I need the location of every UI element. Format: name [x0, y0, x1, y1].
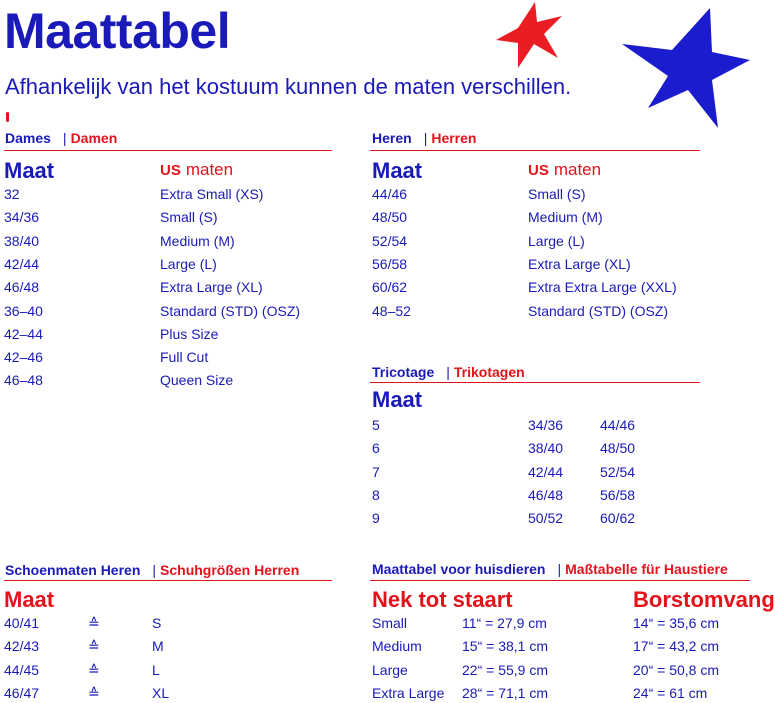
schoenmaten-row-cell: ≙	[88, 661, 100, 678]
dames-row-cell: Extra Small (XS)	[160, 186, 264, 202]
heren-row-cell: 48/50	[372, 209, 408, 226]
tricotage-row-cell: 6	[372, 440, 380, 457]
dames-row-cell: 46/48	[4, 279, 40, 296]
dames-col-us: US maten	[160, 160, 234, 179]
schoenmaten-row-cell: 40/41	[4, 615, 40, 631]
blue-star-icon	[618, 4, 750, 132]
schoenmaten-row-cell: 42/43	[4, 638, 40, 655]
red-star-icon	[490, 0, 570, 70]
page-title: Maattabel	[4, 3, 231, 59]
schoenmaten-row-cell: XL	[152, 684, 170, 701]
tricotage-row-cell: 5	[372, 417, 380, 433]
schoenmaten-row-cell: ≙	[88, 638, 100, 655]
huisdieren-row-cell: Small	[372, 615, 408, 631]
dames-row-cell: 42/44	[4, 255, 40, 272]
tricotage-row-cell: 9	[372, 510, 380, 527]
heren-row-cell: Large (L)	[528, 232, 585, 249]
heren-row-cell: Medium (M)	[528, 209, 603, 226]
schoenmaten-rule	[4, 580, 332, 581]
huisdieren-row-cell: Large	[372, 661, 408, 678]
schoenmaten-heading-nl: Schoenmaten Heren	[5, 562, 141, 578]
huisdieren-row-cell: 17“ = 43,2 cm	[633, 638, 719, 655]
heren-row-cell: Extra Large (XL)	[528, 255, 631, 272]
tricotage-row-cell: 52/54	[600, 463, 636, 480]
huisdieren-rule	[370, 580, 750, 581]
schoenmaten-row-cell: 46/47	[4, 684, 40, 701]
heren-row-cell: Small (S)	[528, 186, 586, 202]
huisdieren-col-nek: Nek tot staart	[372, 587, 513, 612]
heren-row-cell: Extra Extra Large (XXL)	[528, 279, 677, 296]
huisdieren-row-cell: 14“ = 35,6 cm	[633, 615, 719, 631]
huisdieren-heading: Maattabel voor huisdieren | Maßtabelle für Haustiere	[372, 561, 728, 577]
schoenmaten-row-cell: L	[152, 661, 160, 678]
dames-row-cell: Queen Size	[160, 372, 234, 389]
dames-row-cell: Plus Size	[160, 325, 219, 342]
tricotage-row-cell: 38/40	[528, 440, 564, 457]
tricotage-rule	[370, 382, 700, 383]
dames-row-cell: Extra Large (XL)	[160, 279, 263, 296]
schoenmaten-row-cell: S	[152, 615, 162, 631]
tricotage-heading-de: Trikotagen	[453, 364, 525, 380]
schoenmaten-row-cell: M	[152, 638, 164, 655]
dames-row-cell: 38/40	[4, 232, 40, 249]
heren-heading-de: Herren	[431, 130, 477, 146]
tricotage-row-cell: 48/50	[600, 440, 636, 457]
huisdieren-row-cell: Extra Large	[372, 684, 445, 701]
dames-heading-nl: Dames	[5, 130, 51, 146]
tricotage-row-cell: 46/48	[528, 486, 564, 503]
dames-row-cell: Small (S)	[160, 209, 218, 226]
huisdieren-row-cell: 11“ = 27,9 cm	[462, 615, 547, 631]
tricotage-row-cell: 60/62	[600, 510, 636, 527]
tricotage-row-cell: 34/36	[528, 417, 564, 433]
tricotage-row-cell: 56/58	[600, 486, 636, 503]
tricotage-row-cell: 7	[372, 463, 380, 480]
heren-col-us: US maten	[528, 160, 602, 179]
heren-row-cell: 44/46	[372, 186, 408, 202]
dames-heading: Dames | Damen	[5, 130, 118, 146]
dames-row-cell: 42–46	[4, 349, 43, 366]
heren-row-cell: 48–52	[372, 302, 411, 319]
heren-col-maat: Maat	[372, 158, 423, 183]
heren-row-cell: 60/62	[372, 279, 408, 296]
huisdieren-row-cell: Medium	[372, 638, 422, 655]
huisdieren-row-cell: 20“ = 50,8 cm	[633, 661, 719, 678]
huisdieren-row-cell: 24“ = 61 cm	[633, 684, 708, 701]
heren-row-cell: Standard (STD) (OSZ)	[528, 302, 669, 319]
dames-rule	[4, 150, 332, 151]
dames-row-cell: Medium (M)	[160, 232, 235, 249]
schoenmaten-heading: Schoenmaten Heren | Schuhgrößen Herren	[5, 562, 300, 578]
dames-row-cell: 46–48	[4, 372, 43, 389]
dames-row-cell: 36–40	[4, 302, 43, 319]
tricotage-heading: Tricotage | Trikotagen	[372, 364, 525, 380]
heren-heading: Heren | Herren	[372, 130, 477, 146]
tricotage-row-cell: 44/46	[600, 417, 636, 433]
tricotage-row-cell: 42/44	[528, 463, 564, 480]
dames-row-cell: 34/36	[4, 209, 40, 226]
dames-row-cell: 42–44	[4, 325, 43, 342]
page-subtitle: Afhankelijk van het kostuum kunnen de maten verschillen.	[5, 74, 572, 99]
huisdieren-col-borst: Borstomvang	[633, 587, 775, 612]
schoenmaten-heading-de: Schuhgrößen Herren	[160, 562, 300, 578]
dames-row-cell: Full Cut	[160, 349, 209, 366]
schoenmaten-row-cell: ≙	[88, 615, 100, 631]
huisdieren-row-cell: 15“ = 38,1 cm	[462, 638, 548, 655]
dames-row-cell: 32	[4, 186, 20, 202]
heren-heading-nl: Heren	[372, 130, 412, 146]
dames-col-maat: Maat	[4, 158, 55, 183]
schoenmaten-row-cell: ≙	[88, 684, 100, 701]
huisdieren-heading-de: Maßtabelle für Haustiere	[565, 561, 728, 577]
heren-row-cell: 56/58	[372, 255, 408, 272]
tricotage-row-cell: 50/52	[528, 510, 564, 527]
schoenmaten-row-cell: 44/45	[4, 661, 40, 678]
huisdieren-heading-nl: Maattabel voor huisdieren	[372, 561, 546, 577]
dames-row-cell: Standard (STD) (OSZ)	[160, 302, 301, 319]
huisdieren-row-cell: 22“ = 55,9 cm	[462, 661, 548, 678]
tricotage-heading-nl: Tricotage	[372, 364, 435, 380]
dames-heading-de: Damen	[70, 130, 118, 146]
huisdieren-row-cell: 28“ = 71,1 cm	[462, 684, 548, 701]
red-mark	[6, 112, 9, 122]
heren-row-cell: 52/54	[372, 232, 408, 249]
dames-row-cell: Large (L)	[160, 255, 217, 272]
heren-rule	[370, 150, 700, 151]
schoenmaten-col-maat: Maat	[4, 587, 55, 612]
tricotage-row-cell: 8	[372, 486, 380, 503]
tricotage-col-maat: Maat	[372, 387, 423, 412]
